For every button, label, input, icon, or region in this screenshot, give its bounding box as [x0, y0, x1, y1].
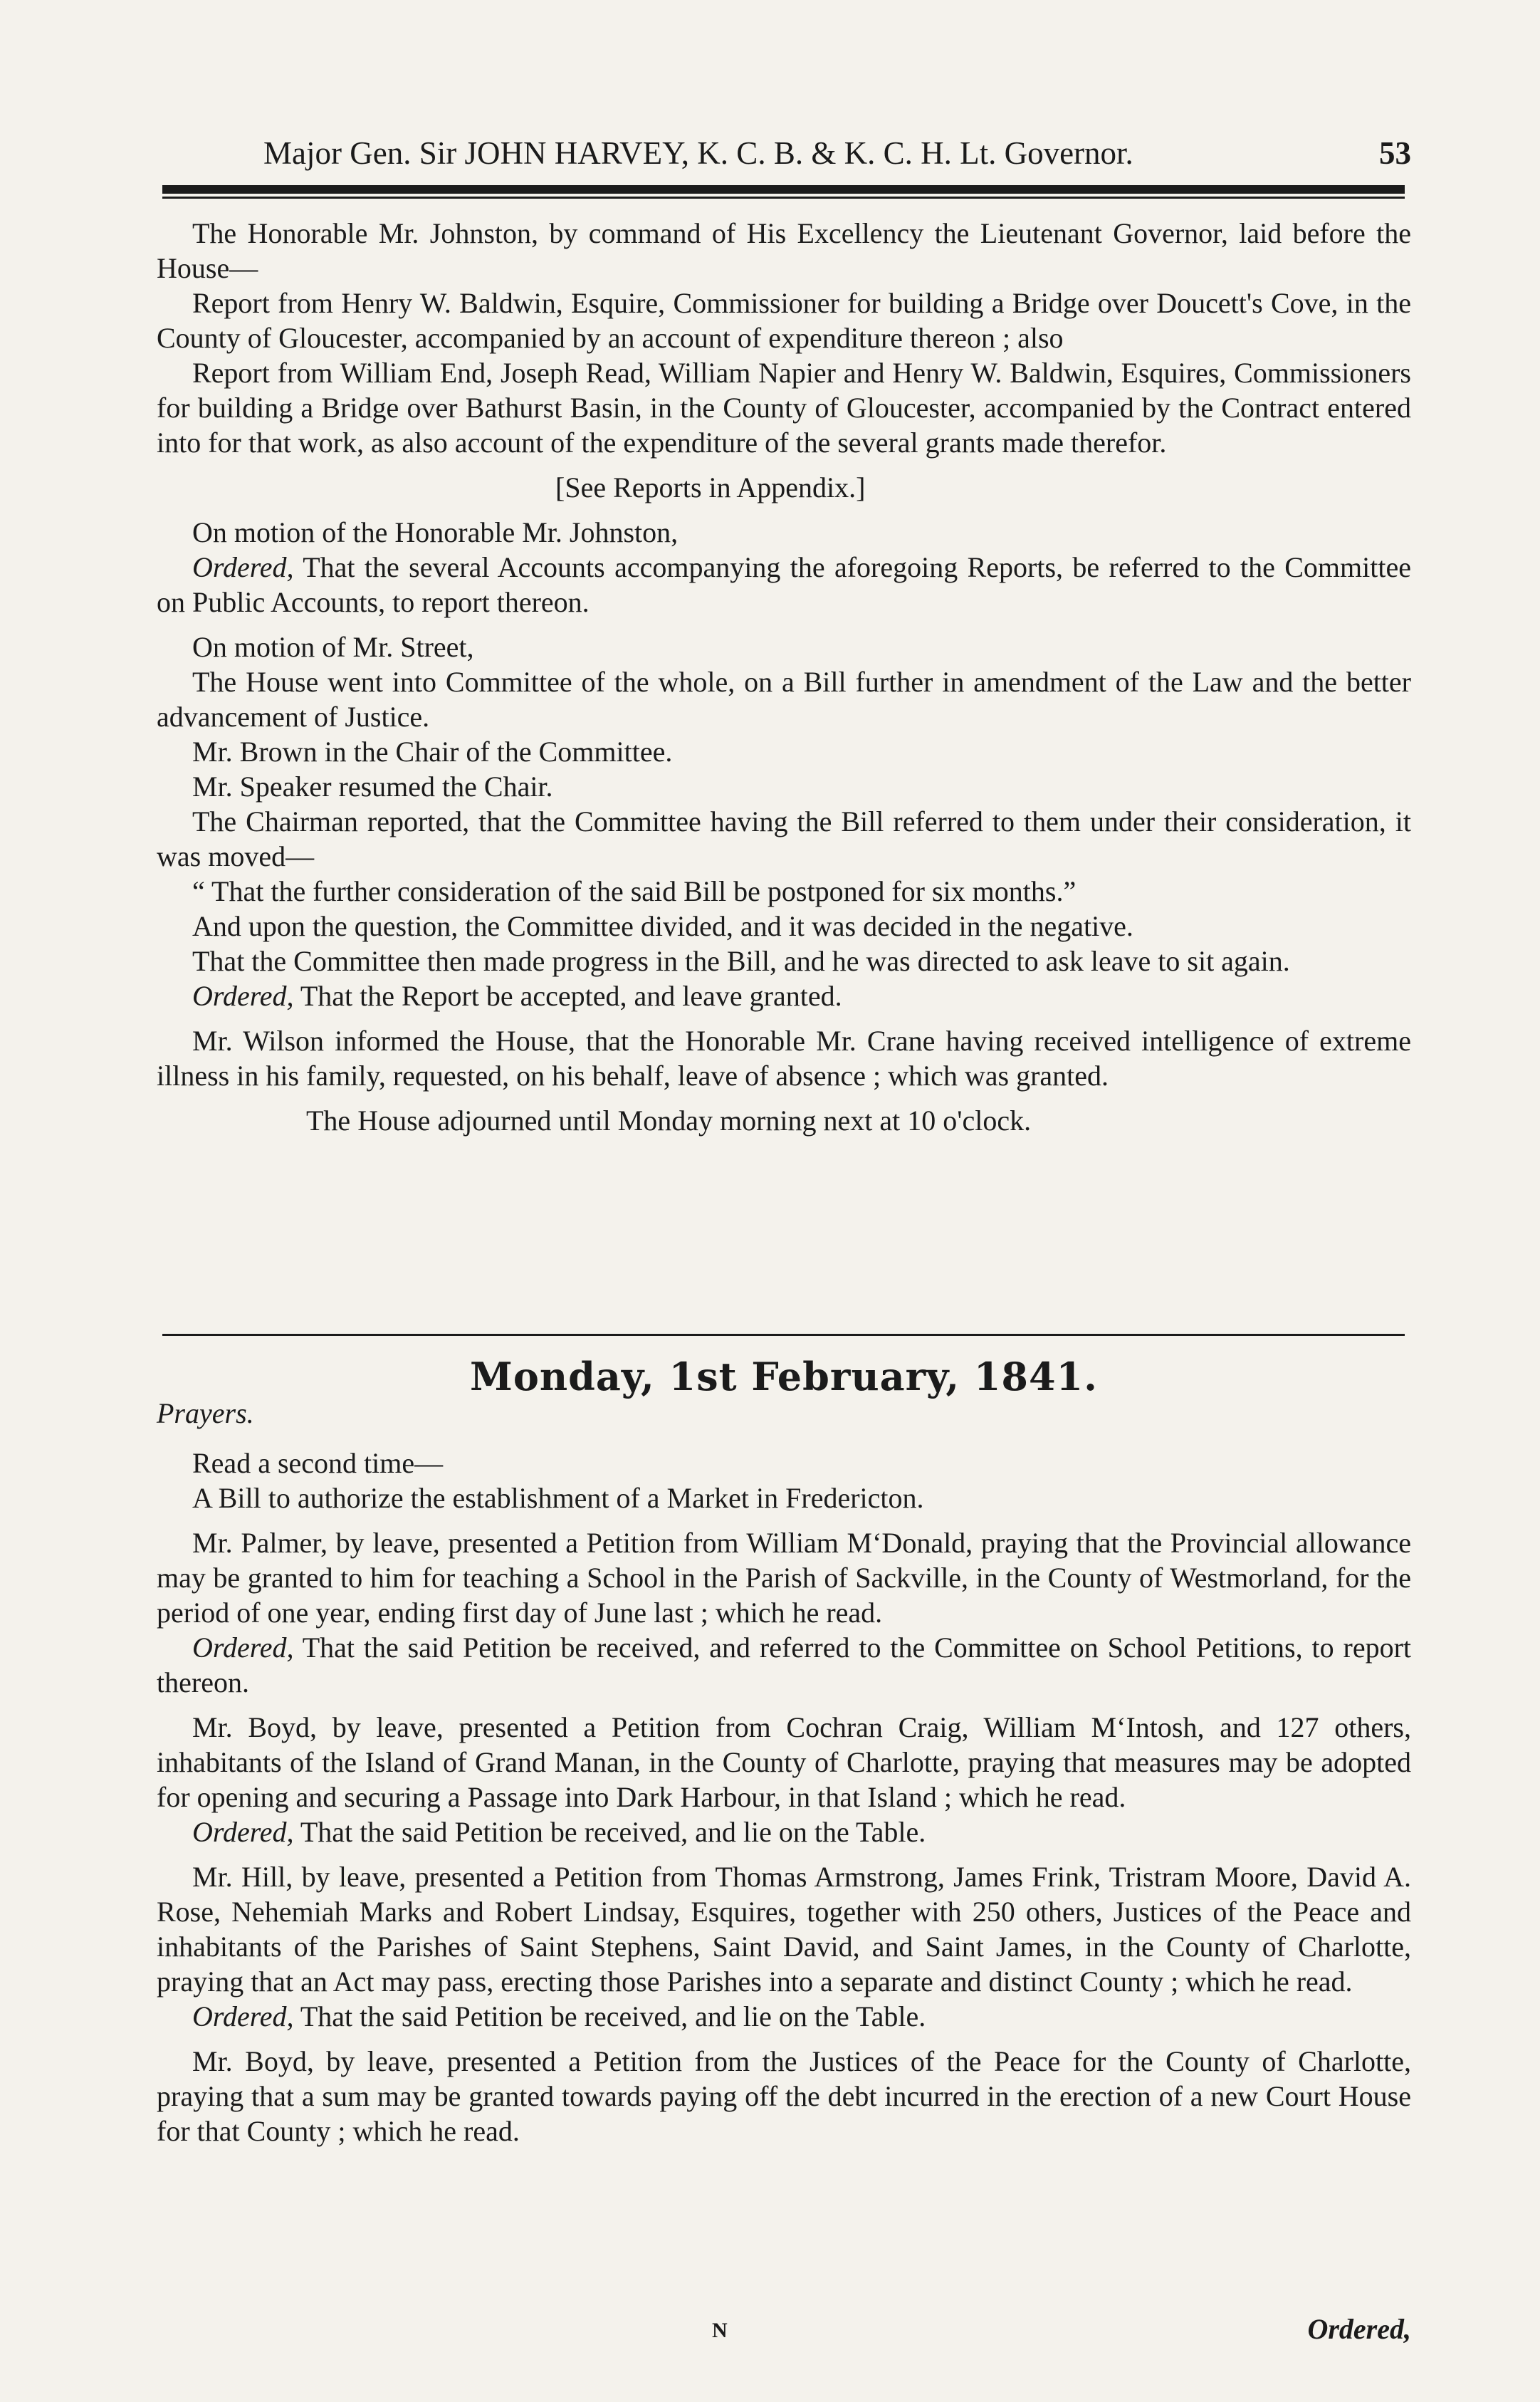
paragraph: Report from William End, Joseph Read, William Napier and Henry W. Baldwin, Esquires, Commissioners for building a Bridge over Bathurst Basin, in the County of Gloucester, accompanied by the Contract entered into for that work, as also account of the expenditure of the several grants made therefor.	[157, 357, 1411, 459]
ordered-label: Ordered,	[192, 551, 294, 583]
header-title: Major Gen. Sir JOHN HARVEY, K. C. B. & K. C. H. Lt. Governor.	[263, 135, 1133, 171]
paragraph: Mr. Brown in the Chair of the Committee.	[192, 736, 673, 768]
paragraph: Mr. Palmer, by leave, presented a Petition from William M‘Donald, praying that the Provincial allowance may be granted to him for teaching a School in the Parish of Sackville, in the County of Westmorland, for the period of one year, ending first day of June last ; which he read.	[157, 1527, 1411, 1629]
paragraph: That the Committee then made progress in the Bill, and he was directed to ask leave to sit again.	[192, 945, 1290, 977]
signature-mark: N	[712, 2319, 728, 2342]
paragraph: Mr. Boyd, by leave, presented a Petition from the Justices of the Peace for the County of Charlotte, praying that a sum may be granted towards paying off the debt incurred in the erection of a new Court House for that County ; which he read.	[157, 2045, 1411, 2147]
ordered-text: That the said Petition be received, and referred to the Committee on School Petitions, to report thereon.	[157, 1631, 1412, 1698]
paragraph: The Honorable Mr. Johnston, by command of His Excellency the Lieutenant Governor, laid before the House—	[157, 217, 1411, 284]
paragraph: Mr. Boyd, by leave, presented a Petition from Cochran Craig, William M‘Intosh, and 127 others, inhabitants of the Island of Grand Manan, in the County of Charlotte, praying that measures may be adopted for opening and securing a Passage into Dark Harbour, in that Island ; which he read.	[157, 1711, 1411, 1813]
ordered-text: That the Report be accepted, and leave granted.	[300, 980, 842, 1012]
paragraph: On motion of the Honorable Mr. Johnston,	[192, 516, 679, 548]
catchword: Ordered,	[1307, 2313, 1411, 2345]
paragraph: On motion of Mr. Street,	[192, 631, 474, 663]
ordered-text: That the several Accounts accompanying the aforegoing Reports, be referred to the Committee on Public Accounts, to report thereon.	[157, 551, 1411, 618]
paragraph: Report from Henry W. Baldwin, Esquire, Commissioner for building a Bridge over Doucett's Cove, in the County of Gloucester, accompanied by an account of expenditure thereon ; also	[157, 287, 1411, 354]
paragraph: And upon the question, the Committee divided, and it was decided in the negative.	[192, 910, 1133, 942]
ordered-label: Ordered,	[192, 2000, 294, 2032]
monday-proceedings	[157, 1446, 1411, 2148]
paragraph: The House went into Committee of the whole, on a Bill further in amendment of the Law and the better advancement of Justice.	[157, 666, 1411, 733]
ordered-text: That the said Petition be received, and lie on the Table.	[300, 2000, 926, 2032]
ordered-label: Ordered,	[192, 1631, 294, 1664]
appendix-note: [See Reports in Appendix.]	[555, 471, 866, 503]
ordered-text: That the said Petition be received, and lie on the Table.	[300, 1816, 926, 1848]
prayers-label: Prayers.	[157, 1397, 254, 1429]
paragraph: The Chairman reported, that the Committee having the Bill referred to them under their consideration, it was moved—	[157, 805, 1411, 872]
ordered-paragraph	[157, 550, 1411, 620]
page-footer	[157, 2312, 1411, 2347]
paragraph: A Bill to authorize the establishment of a Market in Fredericton.	[192, 1482, 924, 1514]
ordered-paragraph	[157, 1999, 1411, 2034]
adjournment: The House adjourned until Monday morning next at 10 o'clock.	[306, 1105, 1032, 1137]
paragraph: Mr. Hill, by leave, presented a Petition from Thomas Armstrong, James Frink, Tristram Moore, David A. Rose, Nehemiah Marks and Robert Lindsay, Esquires, together with 250 others, Justices of the Peace and inhabitants of the Parishes of Saint Stephens, Saint David, and Saint James, in the County of Charlotte, praying that an Act may pass, erecting those Parishes into a separate and distinct County ; which he read.	[157, 1861, 1411, 1998]
quoted-motion: “ That the further consideration of the said Bill be postponed for six months.”	[192, 875, 1077, 907]
ordered-paragraph	[157, 1630, 1411, 1700]
paragraph: Mr. Speaker resumed the Chair.	[192, 771, 553, 803]
ordered-paragraph	[157, 978, 1411, 1013]
top-proceedings	[157, 216, 1411, 1138]
header-rule-thick	[162, 185, 1405, 194]
ordered-paragraph	[157, 1814, 1411, 1849]
page-number: 53	[1379, 135, 1411, 171]
header-rule-thin	[162, 197, 1405, 199]
ordered-label: Ordered,	[192, 980, 294, 1012]
ordered-label: Ordered,	[192, 1816, 294, 1848]
paragraph: Read a second time—	[192, 1447, 444, 1479]
running-header	[263, 128, 1411, 178]
section-rule	[162, 1334, 1405, 1336]
date-heading: Monday, 1st February, 1841.	[470, 1354, 1098, 1399]
paragraph: Mr. Wilson informed the House, that the Honorable Mr. Crane having received intelligence of extreme illness in his family, requested, on his behalf, leave of absence ; which was granted.	[157, 1025, 1411, 1092]
